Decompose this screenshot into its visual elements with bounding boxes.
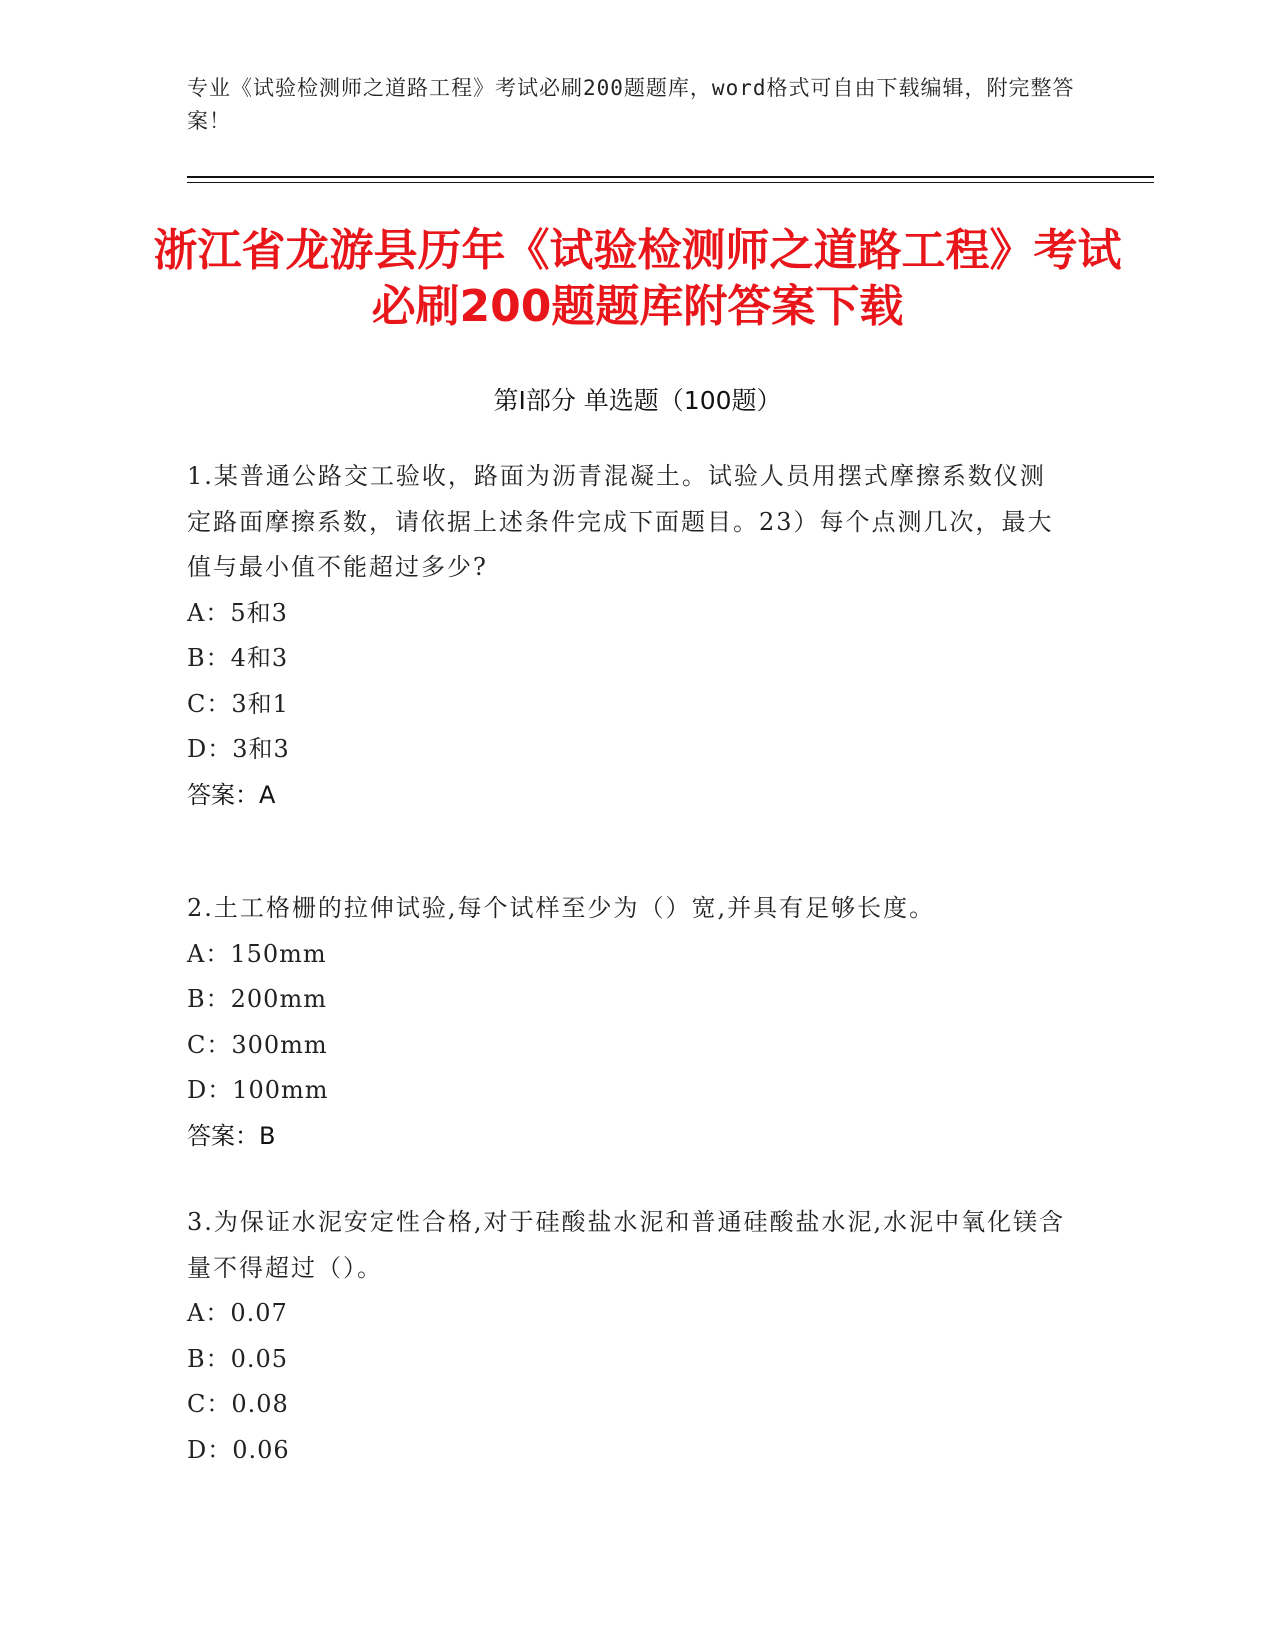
question-3 [187,1200,1067,1473]
option-b: B：4和3 [187,644,289,672]
option-a: A：5和3 [187,598,288,627]
question-1 [187,454,1067,818]
header-note: 专业《试验检测师之道路工程》考试必刷200题题库，word格式可自由下载编辑，附完整答案！ [187,76,1075,133]
option-c: C：3和1 [187,689,289,718]
option-d: D：0.06 [187,1435,290,1464]
answer: 答案：B [187,1121,276,1150]
option-d: D：3和3 [187,735,290,763]
document-title: 浙江省龙游县历年《试验检测师之道路工程》考试必刷200题题库附答案下载 [153,225,1122,332]
section-title: 第Ⅰ部分 单选题（100题） [493,386,782,415]
option-b: B：0.05 [187,1344,289,1373]
header-divider-thin [187,182,1154,183]
question-2 [187,886,1067,1159]
answer: 答案：A [187,780,276,809]
question-stem: 1.某普通公路交工验收，路面为沥青混凝土。试验人员用摆式摩擦系数仪测定路面摩擦系数，请依据上述条件完成下面题目。23）每个点测几次，最大值与最小值不能超过多少? [187,462,1054,581]
option-a: A：0.07 [187,1299,288,1327]
option-b: B：200mm [187,985,327,1013]
option-a: A：150mm [187,939,327,968]
option-c: C：0.08 [187,1390,289,1418]
question-stem: 3.为保证水泥安定性合格,对于硅酸盐水泥和普通硅酸盐水泥,水泥中氧化镁含量不得超过（）。 [187,1208,1066,1282]
header-divider-thick [187,176,1154,178]
question-stem: 2.土工格栅的拉伸试验,每个试样至少为（）宽,并具有足够长度。 [187,894,936,922]
option-d: D：100mm [187,1076,329,1104]
option-c: C：300mm [187,1030,328,1059]
